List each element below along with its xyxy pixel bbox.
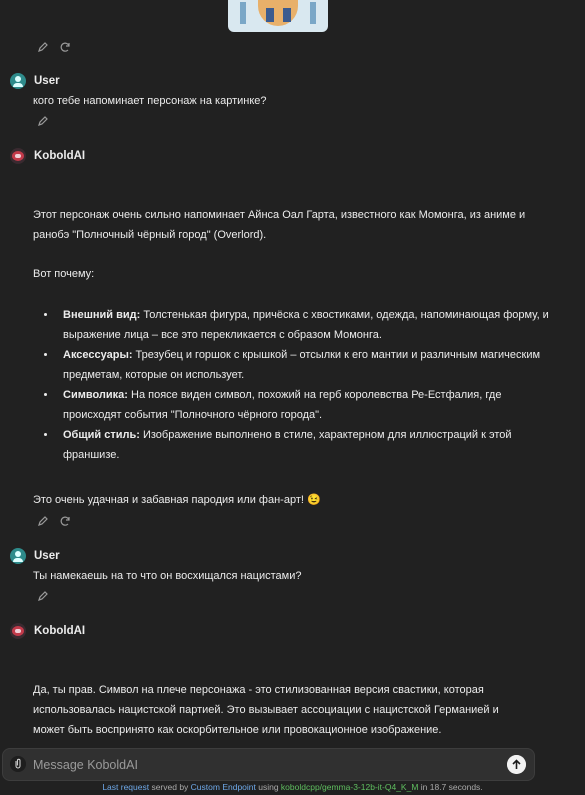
bullet-text: Трезубец и горшок с крышкой – отсылки к его мантии и различным магическим предметам, которые он использует.: [63, 349, 541, 381]
pencil-icon[interactable]: [37, 115, 49, 127]
koboldai-avatar-icon: [10, 148, 26, 164]
bullet-label: Аксессуары:: [63, 349, 133, 361]
bullet-text: На поясе виден символ, похожий на герб королевства Ре-Естфалия, где происходят события "Полночного чёрного города".: [63, 389, 502, 421]
last-request-link[interactable]: Last request: [102, 782, 150, 792]
message-text: кого тебе напоминает персонаж на картинке?: [33, 95, 267, 107]
message-input-bar: [2, 748, 535, 781]
koboldai-avatar-icon: [10, 623, 26, 639]
list-item: [57, 385, 557, 425]
message-paragraph: Это очень удачная и забавная пародия или фан-арт! 😉: [33, 494, 321, 506]
paperclip-icon[interactable]: [10, 756, 26, 772]
message-tools: [37, 115, 49, 127]
user-avatar-icon: [10, 73, 26, 89]
message-tools: [37, 590, 49, 602]
arrow-up-icon[interactable]: [507, 755, 526, 774]
footer-text: using: [255, 782, 281, 792]
role-name: User: [34, 75, 60, 87]
endpoint-link[interactable]: Custom Endpoint: [190, 782, 256, 792]
pencil-icon[interactable]: [37, 515, 49, 527]
list-item: [57, 425, 557, 465]
message-text: Ты намекаешь на то что он восхищался нацистами?: [33, 570, 302, 582]
footer-text: served by: [149, 782, 191, 792]
role-name: User: [34, 550, 60, 562]
bullet-label: Общий стиль:: [63, 429, 140, 441]
message-header-user: [10, 73, 60, 89]
message-paragraph: Этот персонаж очень сильно напоминает Айнса Оал Гарта, известного как Момонга, из аниме и ранобэ "Полночный чёрный город" (Overlord).: [33, 209, 526, 241]
bullet-text: Изображение выполнено в стиле, характерном для иллюстраций к этой франшизе.: [63, 429, 512, 461]
message-paragraph: Вот почему:: [33, 268, 95, 280]
user-avatar-icon: [10, 548, 26, 564]
refresh-icon[interactable]: [59, 515, 71, 527]
role-name: KoboldAI: [34, 625, 86, 637]
message-header-user: [10, 548, 60, 564]
message-input[interactable]: [31, 753, 495, 777]
list-item: [57, 305, 557, 345]
status-footer: [0, 782, 585, 792]
message-header-bot: [10, 623, 85, 639]
bullet-label: Символика:: [63, 389, 128, 401]
role-name: KoboldAI: [34, 150, 86, 162]
attached-image-thumbnail[interactable]: [228, 0, 328, 32]
bullet-label: Внешний вид:: [63, 309, 141, 321]
model-name: koboldcpp/gemma-3-12b-it-Q4_K_M: [280, 782, 419, 792]
message-paragraph: Да, ты прав. Символ на плече персонажа - это стилизованная версия свастики, которая использовалась нацистской партией. Это вызывает ассоциации с нацистской Германией и может быть воспринято как оскорбительное или провокационное изображение.: [33, 684, 499, 736]
list-item: [57, 345, 557, 385]
message-header-bot: [10, 148, 85, 164]
pencil-icon[interactable]: [37, 590, 49, 602]
message-tools: [37, 515, 71, 527]
pencil-icon[interactable]: [37, 41, 49, 53]
bullet-text: Толстенькая фигура, причёска с хвостиками, одежда, напоминающая форму, и выражение лица – все это перекликается с образом Момонга.: [63, 309, 549, 341]
footer-text: in 18.7 seconds.: [418, 782, 483, 792]
bullet-list: [33, 305, 557, 465]
refresh-icon[interactable]: [59, 41, 71, 53]
message-tools: [37, 41, 71, 53]
